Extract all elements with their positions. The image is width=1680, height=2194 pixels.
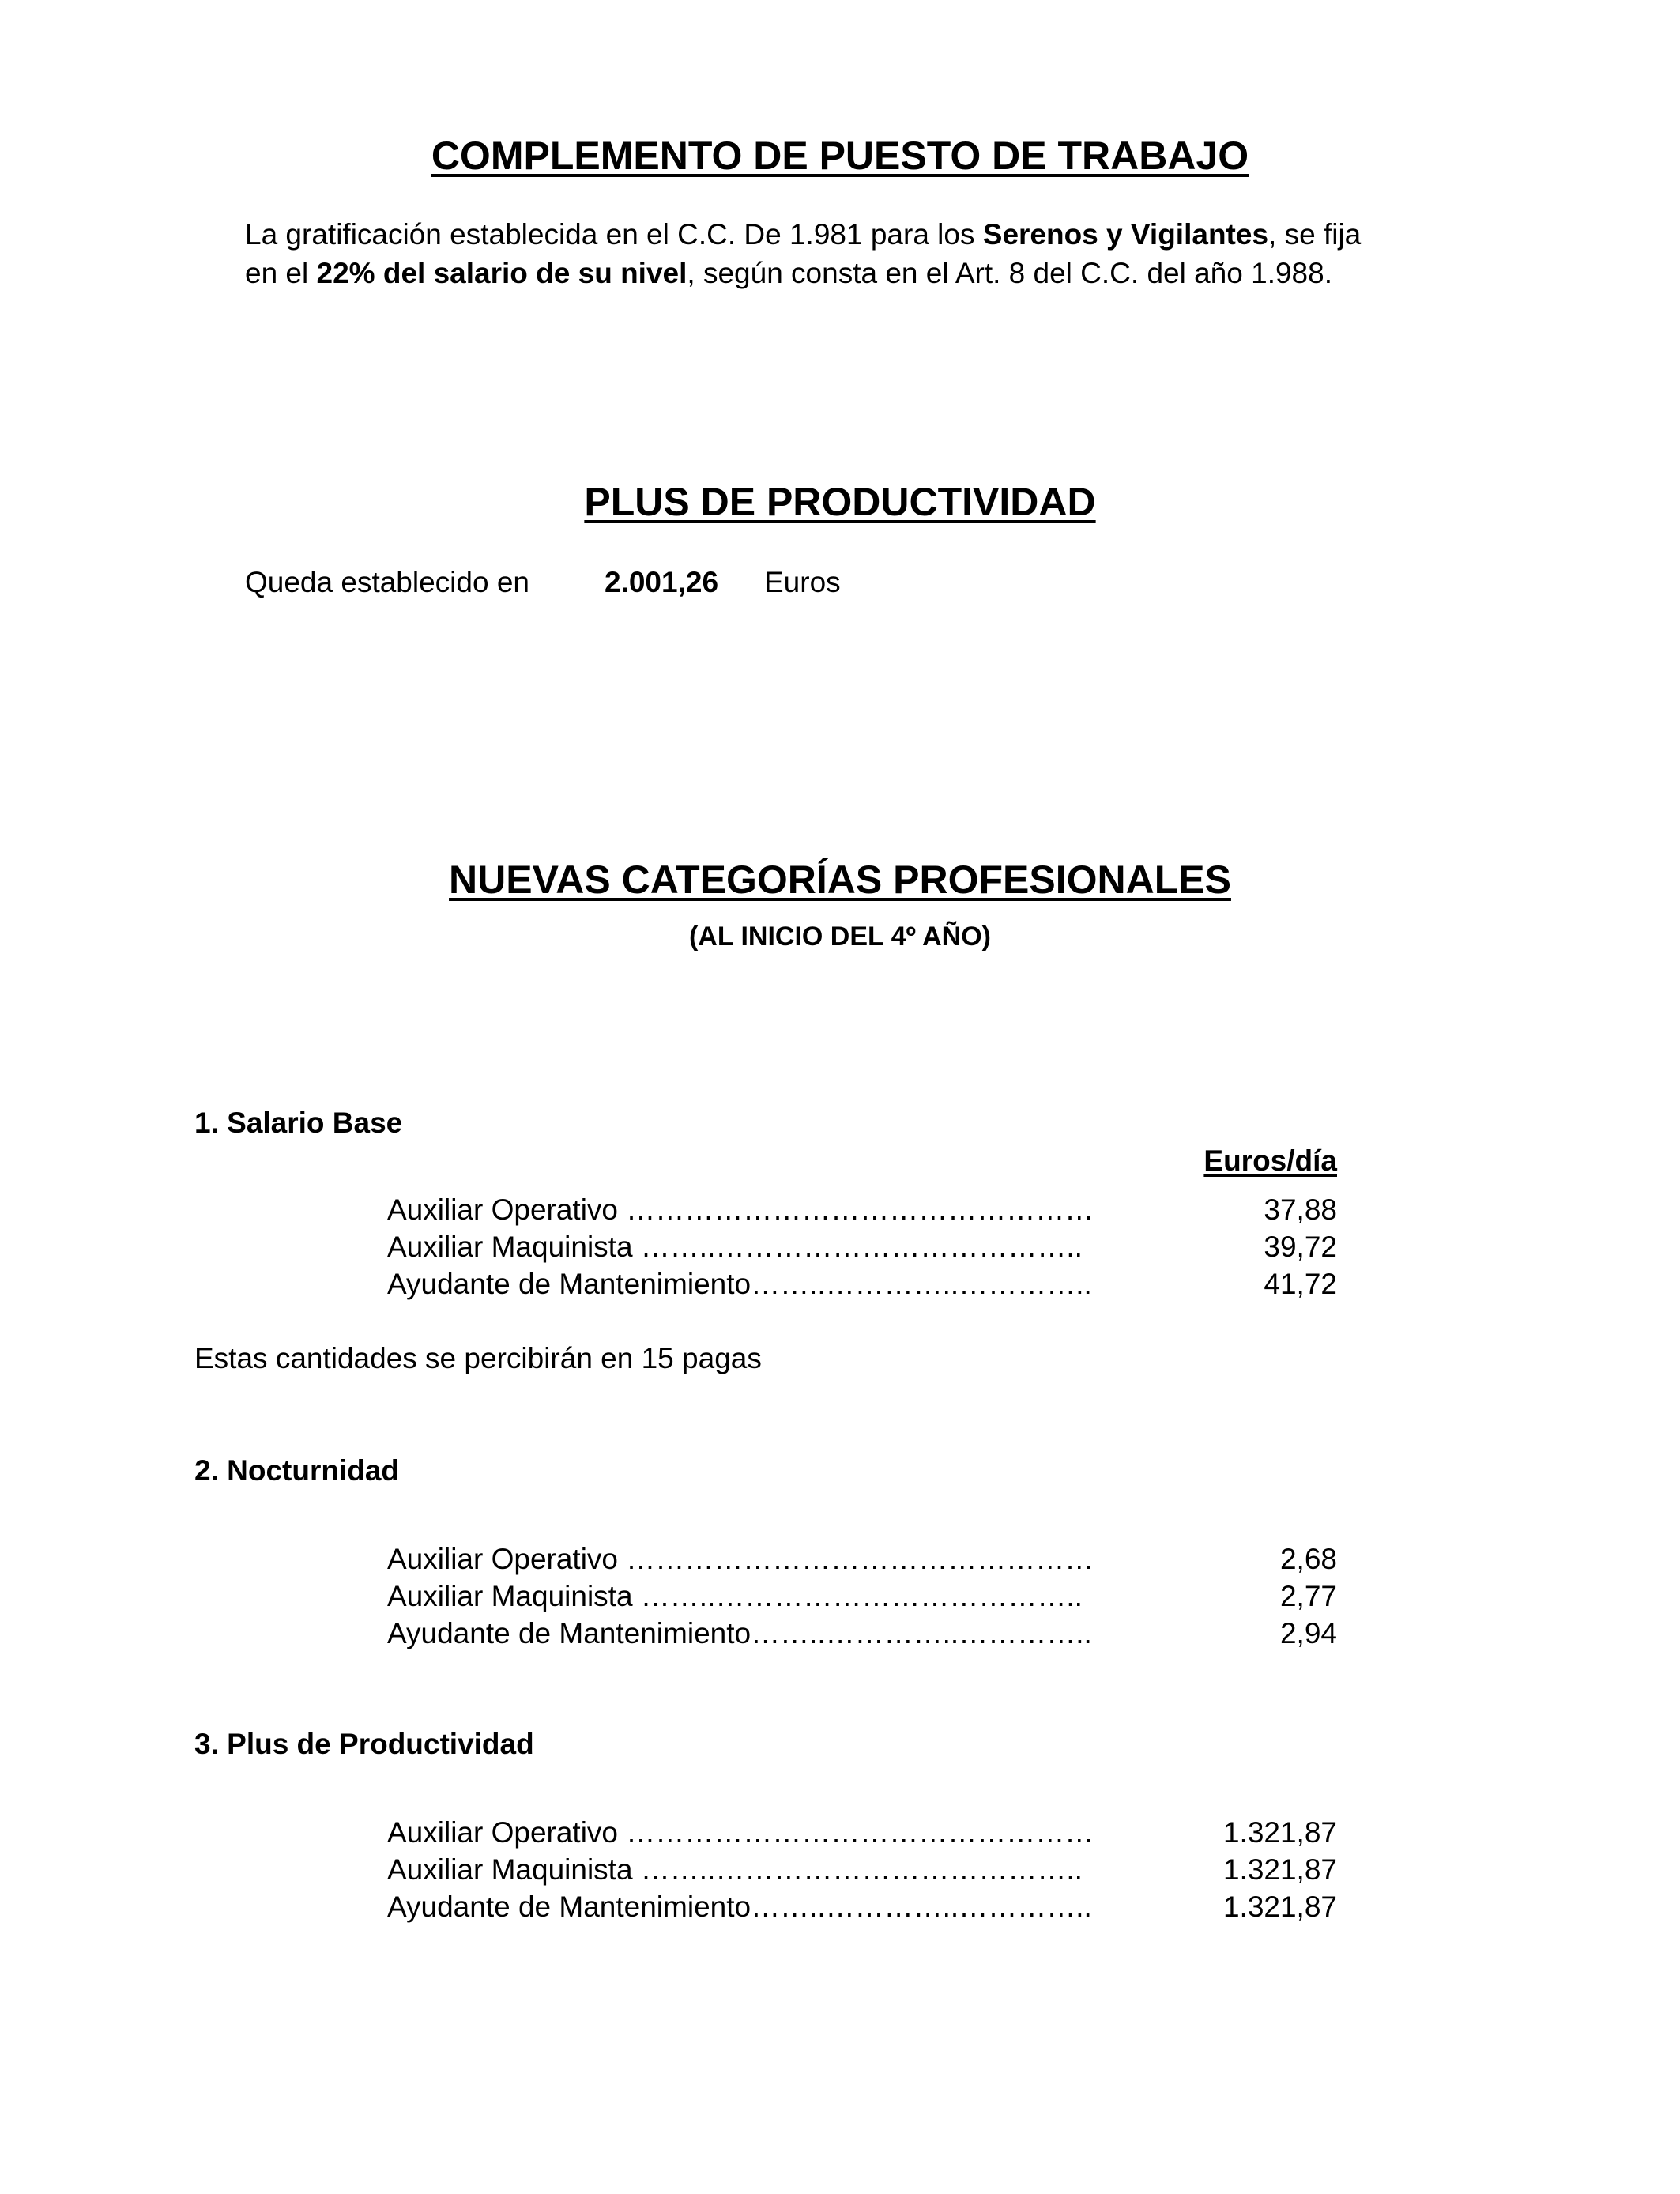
- row-value: 37,88: [1264, 1193, 1337, 1226]
- row-label: Auxiliar Operativo …………………………………………: [387, 1543, 1094, 1575]
- row-label: Auxiliar Operativo …………………………………………: [387, 1816, 1094, 1849]
- table-row: [387, 1543, 1337, 1581]
- complemento-text-2: , se fija en el: [245, 218, 1362, 289]
- salario-heading: 1. Salario Base: [194, 1106, 403, 1139]
- table-row: [387, 1617, 1337, 1656]
- row-label: Auxiliar Maquinista ……..………………………………..: [387, 1231, 1083, 1263]
- row-label: Auxiliar Maquinista ……..………………………………..: [387, 1853, 1083, 1886]
- table-row: [387, 1580, 1337, 1619]
- complemento-paragraph: [245, 215, 1367, 292]
- row-value: 2,68: [1279, 1543, 1337, 1575]
- table-row: [387, 1193, 1337, 1232]
- row-value: 1.321,87: [1222, 1891, 1337, 1923]
- nuevas-subtitle: (AL INICIO DEL 4º AÑO): [688, 922, 992, 952]
- row-value: 39,72: [1264, 1231, 1337, 1263]
- complemento-text-3: , según consta en el Art. 8 del C.C. del año 1.988.: [687, 257, 1332, 289]
- nocturnidad-heading: 2. Nocturnidad: [194, 1454, 400, 1487]
- row-value: 2,77: [1279, 1580, 1337, 1612]
- row-value: 1.321,87: [1222, 1853, 1337, 1886]
- complemento-text-1: La gratificación establecida en el C.C. De 1.981 para los: [245, 218, 983, 251]
- row-value: 2,94: [1279, 1617, 1337, 1649]
- salario-note: Estas cantidades se percibirán en 15 pagas: [194, 1342, 762, 1374]
- row-label: Ayudante de Mantenimiento……..…………..…………..: [387, 1891, 1092, 1923]
- nuevas-title: NUEVAS CATEGORÍAS PROFESIONALES: [449, 858, 1231, 902]
- productividad-heading: 3. Plus de Productividad: [194, 1728, 534, 1760]
- salario-unit-header: Euros/día: [1203, 1144, 1337, 1177]
- complemento-title: COMPLEMENTO DE PUESTO DE TRABAJO: [431, 134, 1249, 178]
- row-label: Auxiliar Maquinista ……..………………………………..: [387, 1580, 1083, 1612]
- row-label: Auxiliar Operativo …………………………………………: [387, 1193, 1094, 1226]
- row-value: 1.321,87: [1222, 1816, 1337, 1849]
- row-label: Ayudante de Mantenimiento……..…………..…………..: [387, 1268, 1092, 1300]
- plus-label: Queda establecido en: [245, 566, 529, 598]
- plus-title: PLUS DE PRODUCTIVIDAD: [584, 480, 1096, 524]
- table-row: [387, 1891, 1337, 1929]
- table-row: [387, 1853, 1337, 1892]
- complemento-text-serenos: Serenos y Vigilantes: [982, 218, 1269, 251]
- plus-amount: 2.001,26: [605, 566, 719, 598]
- row-value: 41,72: [1264, 1268, 1337, 1300]
- table-row: [387, 1816, 1337, 1855]
- complemento-text-percent: 22% del salario de su nivel: [316, 257, 687, 289]
- table-row: [387, 1268, 1337, 1306]
- row-label: Ayudante de Mantenimiento……..…………..…………..: [387, 1617, 1092, 1649]
- table-row: [387, 1231, 1337, 1269]
- plus-unit: Euros: [764, 566, 841, 598]
